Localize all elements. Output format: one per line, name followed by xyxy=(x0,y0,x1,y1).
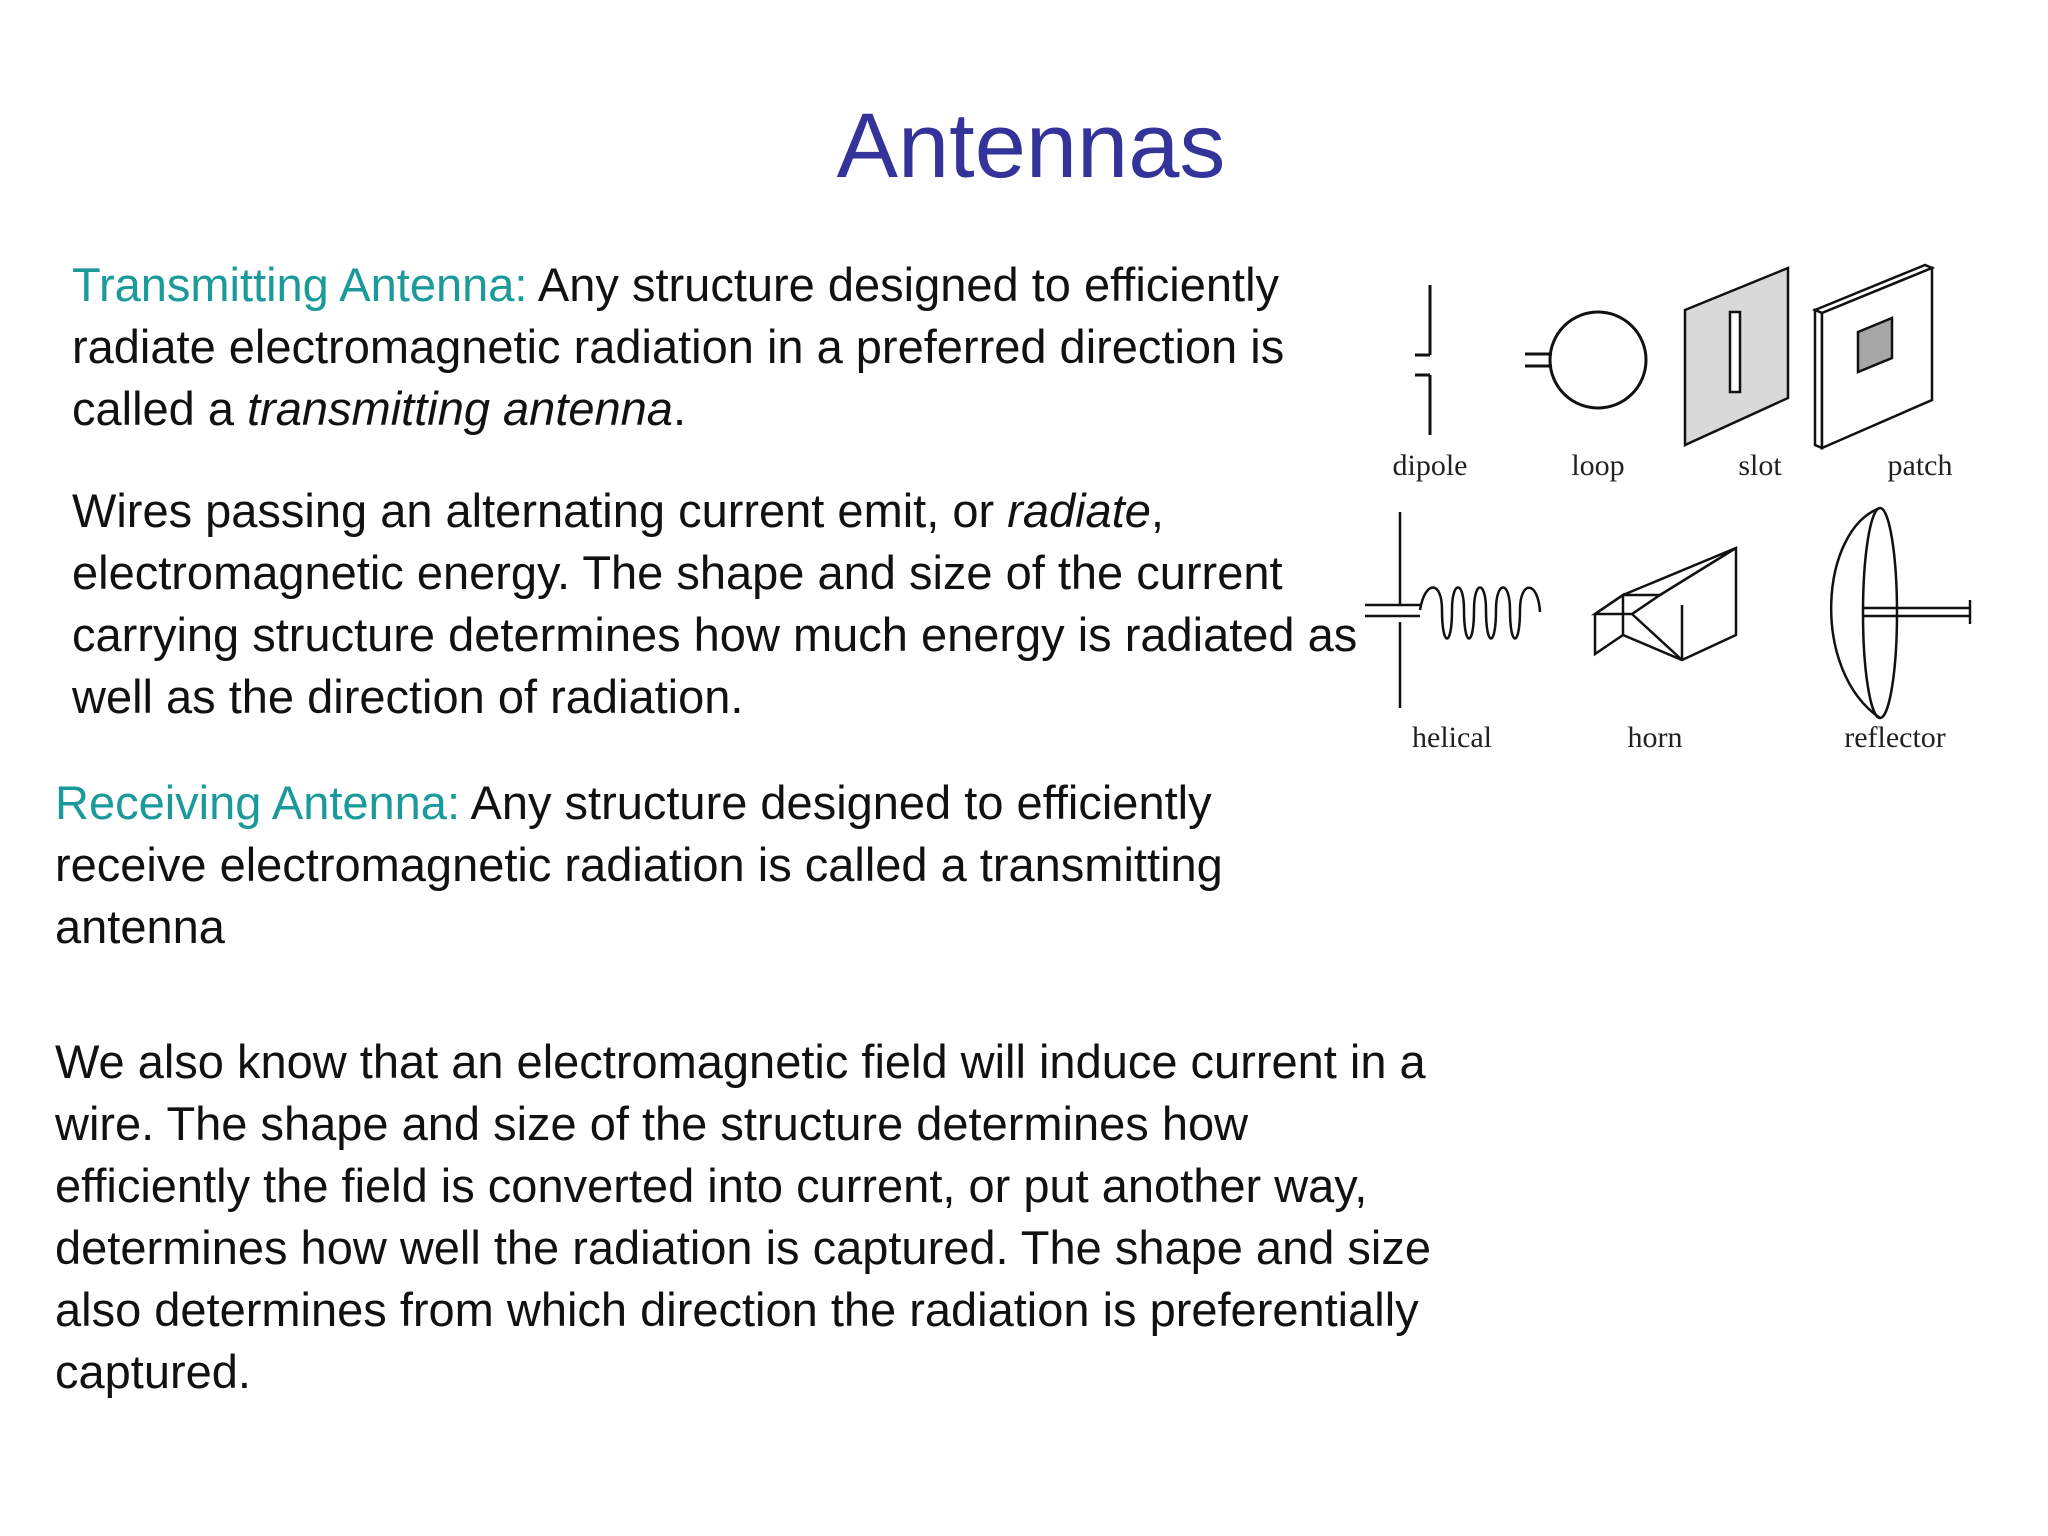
transmitting-antenna-emphasis: transmitting antenna xyxy=(247,382,673,435)
horn-drawing xyxy=(1595,548,1736,660)
transmitting-antenna-term: Transmitting Antenna: xyxy=(72,258,528,311)
transmitting-antenna-text: Any structure designed to efficiently radiate electromagnetic radiation in a preferred direction is called a xyxy=(72,258,1285,435)
induction-text: We also know that an electromagnetic field will induce current in a wire. The shape and size of the structure determines how efficiently the field is converted into current, or put another way, determines how well the radiation is captured. The shape and size also determines from which direction the radiation is preferentially captured. xyxy=(55,1035,1431,1398)
receiving-antenna-term: Receiving Antenna: xyxy=(55,776,461,829)
helical-coil xyxy=(1420,588,1540,639)
horn-flare xyxy=(1623,548,1736,660)
slot-label: slot xyxy=(1738,449,1782,482)
slot-opening xyxy=(1730,312,1740,392)
induction-paragraph xyxy=(55,1031,1455,1403)
wires-radiate-paragraph xyxy=(72,480,1372,728)
slide-title: Antennas xyxy=(836,95,1226,197)
horn-label: horn xyxy=(1627,721,1683,754)
dipole-label: dipole xyxy=(1392,449,1468,482)
reflector-dish-back xyxy=(1831,508,1880,718)
wires-emphasis: radiate xyxy=(1007,484,1151,537)
receiving-antenna-text: Any structure designed to efficiently receive electromagnetic radiation is called a transmitting antenna xyxy=(55,776,1223,953)
reflector-label: reflector xyxy=(1844,721,1946,754)
reflector-dish-rim xyxy=(1863,508,1897,718)
loop-drawing xyxy=(1525,312,1646,408)
horn-flare-bottom-edge xyxy=(1632,614,1682,660)
helical-label: helical xyxy=(1412,721,1492,754)
wires-text-after: , electromagnetic energy. The shape and size of the current carrying structure determines how much energy is radiated as well as the direction of radiation. xyxy=(72,484,1358,723)
reflector-drawing xyxy=(1831,508,1970,718)
receiving-antenna-paragraph xyxy=(55,772,1355,958)
patch-label: patch xyxy=(1887,449,1953,482)
antenna-types-drawing xyxy=(1340,250,1980,770)
slot-drawing xyxy=(1685,268,1788,445)
transmitting-antenna-paragraph xyxy=(72,254,1372,440)
transmitting-antenna-period: . xyxy=(672,382,686,435)
horn-waveguide-top xyxy=(1595,595,1660,614)
antenna-types-figure xyxy=(1340,250,1980,770)
horn-flare-top-edge xyxy=(1660,548,1736,595)
loop-label: loop xyxy=(1571,449,1625,482)
loop-ring xyxy=(1550,312,1646,408)
helical-drawing xyxy=(1365,512,1540,708)
wires-text-before: Wires passing an alternating current emit, or xyxy=(72,484,1008,537)
patch-drawing xyxy=(1815,265,1932,448)
dipole-drawing xyxy=(1415,285,1430,435)
